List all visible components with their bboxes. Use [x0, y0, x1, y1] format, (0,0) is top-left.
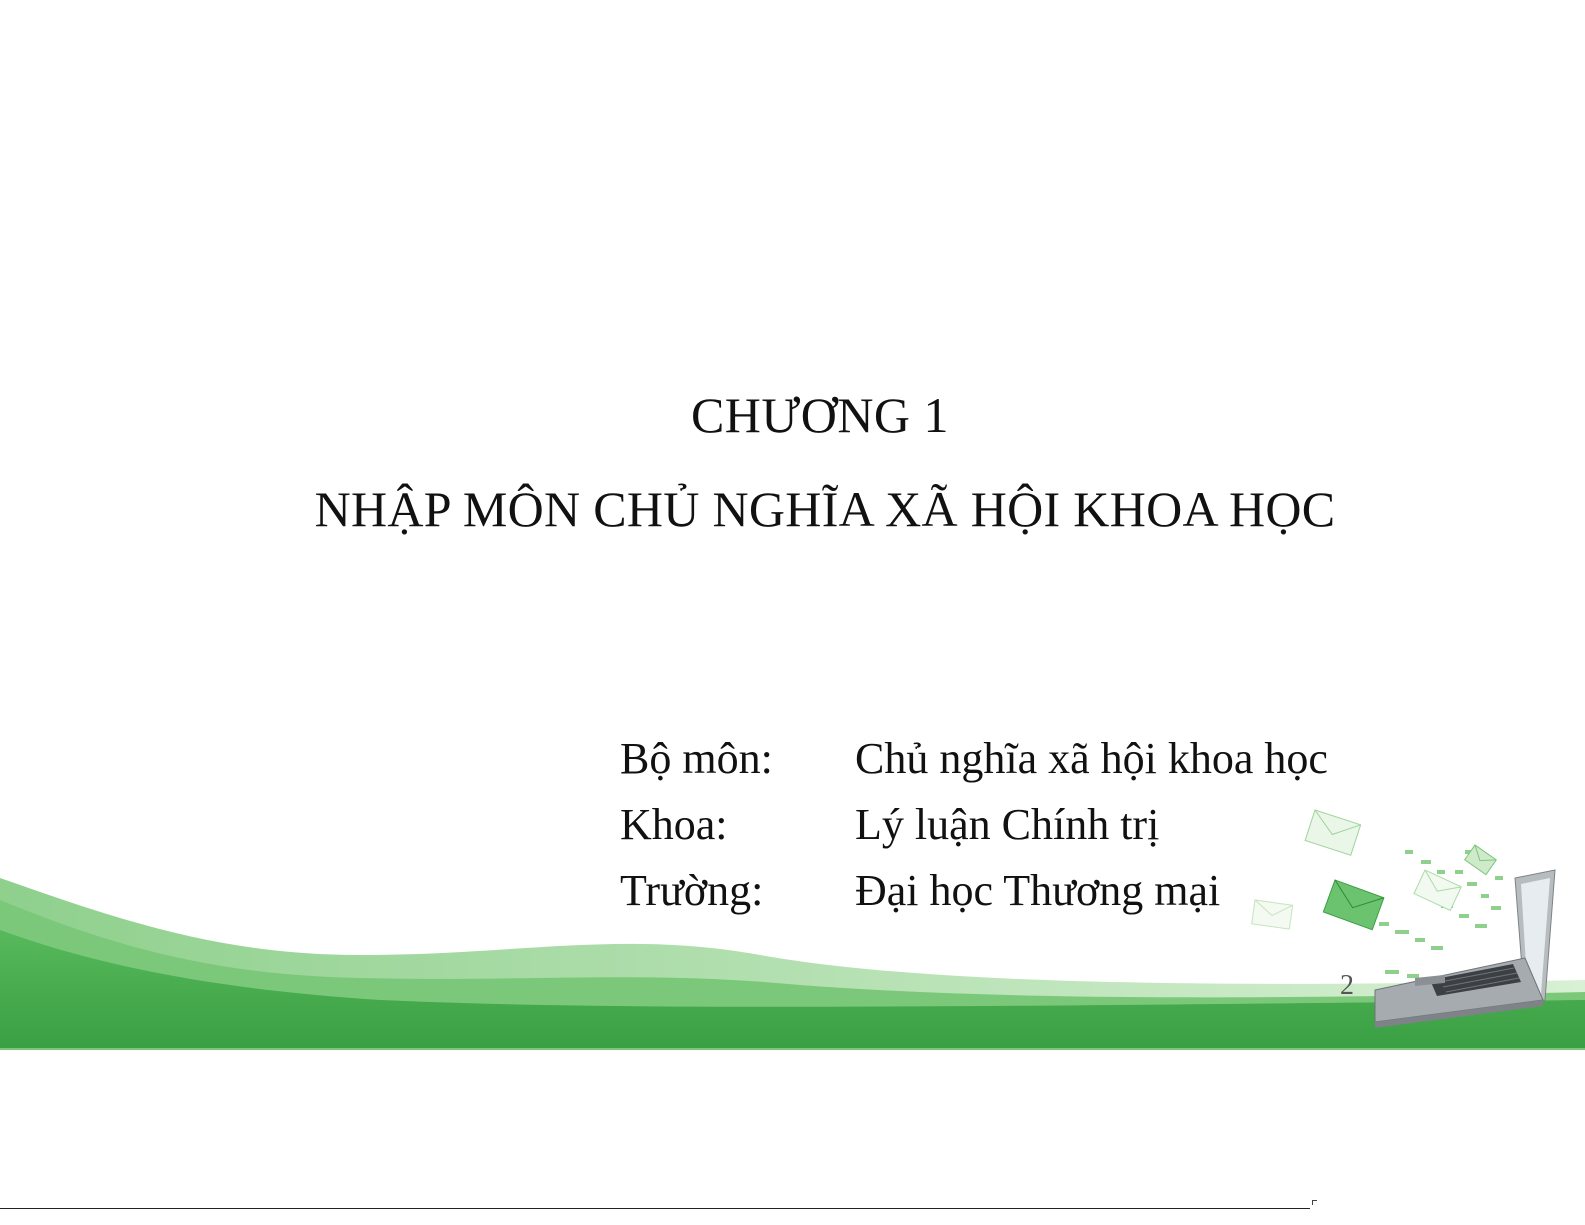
laptop-icon: [1225, 790, 1575, 1030]
info-label: Bộ môn:: [620, 734, 773, 783]
chapter-title: NHẬP MÔN CHỦ NGHĨA XÃ HỘI KHOA HỌC: [314, 481, 1336, 537]
info-label: Khoa:: [620, 800, 728, 849]
page-number: 2: [1340, 970, 1354, 1001]
chapter-heading: CHƯƠNG 1: [690, 387, 950, 443]
flying-envelope-icon: [1252, 810, 1497, 930]
bottom-divider: [0, 1208, 1310, 1209]
crop-mark: [1312, 1200, 1317, 1205]
info-value: Đại học Thương mại: [855, 866, 1221, 915]
info-value: Chủ nghĩa xã hội khoa học: [855, 734, 1328, 783]
info-label: Trường:: [620, 866, 764, 915]
info-value: Lý luận Chính trị: [855, 800, 1160, 849]
